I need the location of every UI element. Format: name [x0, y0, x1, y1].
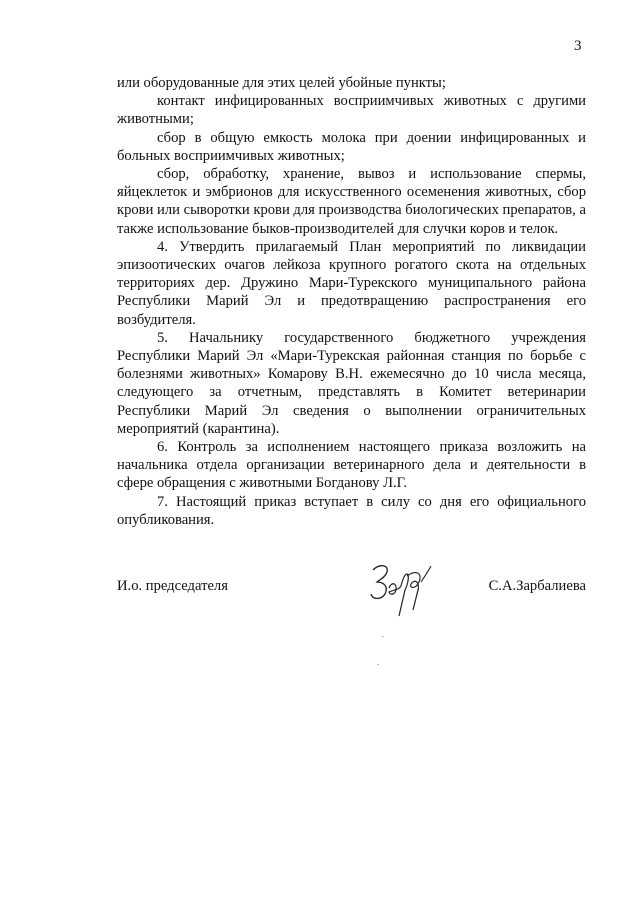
paragraph-item-5: 5. Начальнику государственного бюджетного учреждения Республики Марий Эл «Мари-Турекская районная станция по борьбе с болезнями животных» Комарову В.Н. ежемесячно до 10 числа месяца, следующего за отчетным, представлять в Комитет ветеринарии Республики Марий Эл сведения о выполнении ограничительных мероприятий (карантина).: [117, 329, 586, 437]
scan-speck: [377, 664, 379, 665]
paragraph-item-6: 6. Контроль за исполнением настоящего приказа возложить на начальника отдела организации ветеринарного дела и деятельности в сфере обращения с животными Богданову Л.Г.: [117, 439, 586, 492]
signature-block: [117, 572, 586, 632]
scan-speck: [382, 636, 384, 637]
paragraph-contact: контакт инфицированных восприимчивых животных с другими животными;: [117, 93, 586, 128]
handwritten-signature: [365, 560, 437, 620]
paragraph-milk: сбор в общую емкость молока при доении инфицированных и больных восприимчивых животных;: [117, 129, 586, 164]
paragraph-sperm: сбор, обработку, хранение, вывоз и использование спермы, яйцеклеток и эмбрионов для искусственного осеменения животных, сбор крови или сыворотки крови для производства биологических препаратов, а также использование быков-производителей для случки коров и телок.: [117, 166, 586, 237]
page-number: 3: [574, 38, 582, 54]
paragraph-continuation: или оборудованные для этих целей убойные пункты;: [117, 75, 446, 91]
document-body: [117, 74, 586, 529]
signer-title: И.о. председателя: [117, 578, 228, 594]
paragraph-item-7: 7. Настоящий приказ вступает в силу со дня его официального опубликования.: [117, 493, 586, 528]
signer-name: С.А.Зарбалиева: [488, 578, 586, 594]
paragraph-item-4: 4. Утвердить прилагаемый План мероприятий по ликвидации эпизоотических очагов лейкоза крупного рогатого скота на отдельных территориях дер. Дружино Мари-Турекского муниципального района Республики Марий Эл и предотвращению распространения его возбудителя.: [117, 238, 586, 328]
